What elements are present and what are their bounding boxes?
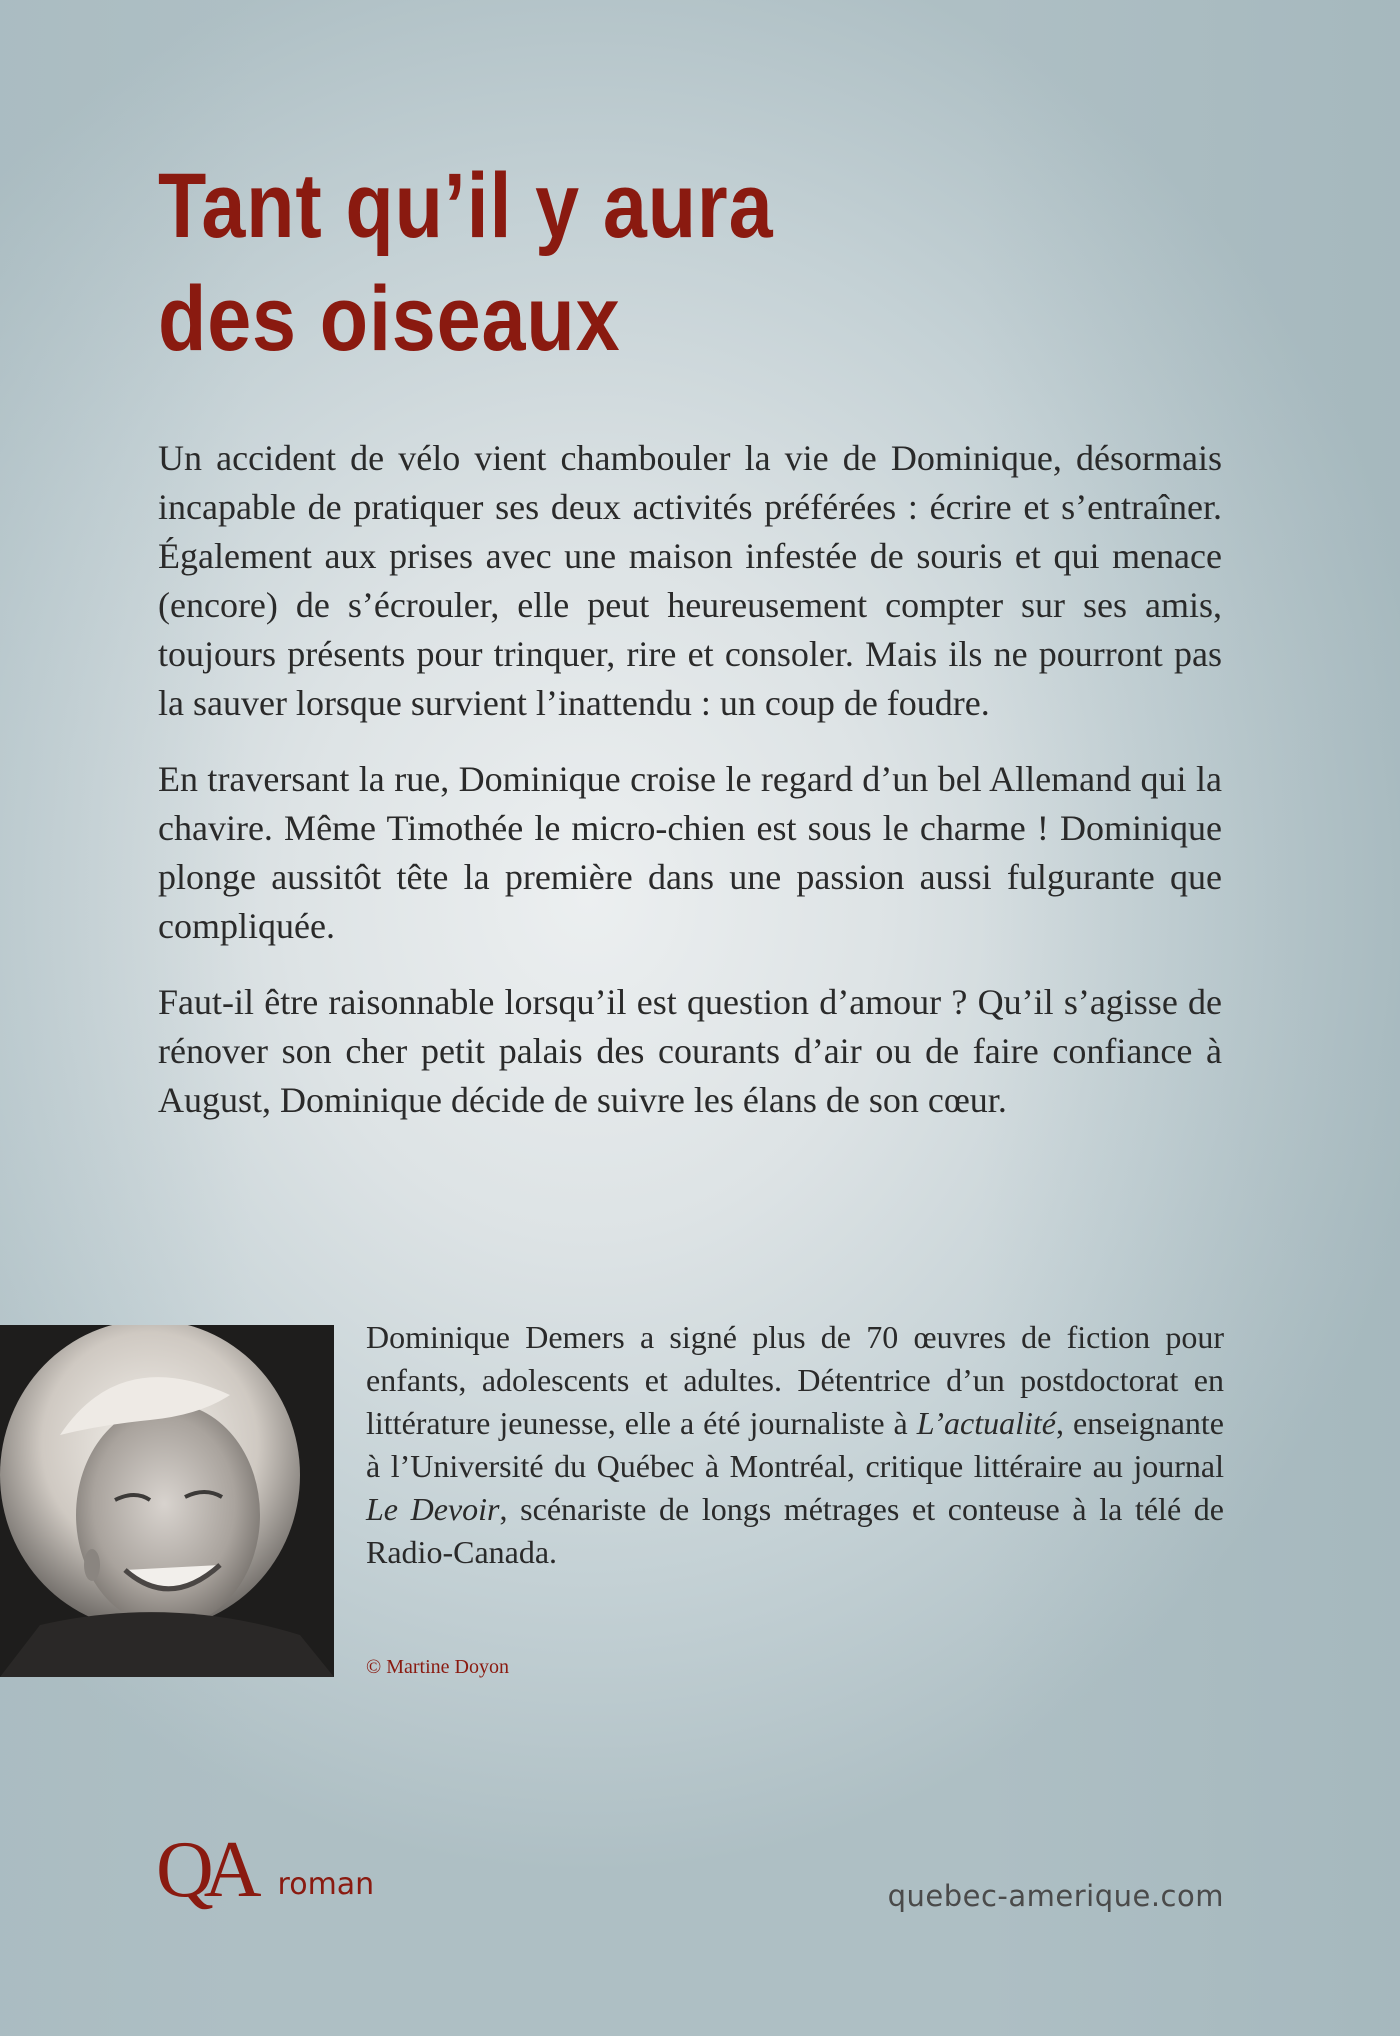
author-portrait-image: [0, 1325, 334, 1677]
photo-credit: © Martine Doyon: [366, 1656, 509, 1678]
author-bio-text-1: Dominique Demers a signé plus de 70 œuvres de fiction pour enfants, adolescents et adultes. Détentrice d’un postdoctorat en littérature jeunesse, elle a été journaliste à: [366, 1319, 1224, 1441]
author-bio-text-2: , enseignante à l’Université du Québec à Montréal, critique littéraire au journal: [366, 1405, 1225, 1484]
author-bio: [366, 1316, 1224, 1574]
book-blurb: [158, 434, 1222, 1152]
publisher-website: quebec-amerique.com: [887, 1879, 1224, 1913]
publisher-logo-mark: QA: [156, 1826, 252, 1914]
blurb-paragraph-1: Un accident de vélo vient chambouler la vie de Dominique, désormais incapable de pratiquer ses deux activités préférées : écrire et s’entraîner. Également aux prises avec une maison infestée de souris et qui menace (encore) de s’écrouler, elle peut heureusement compter sur ses amis, toujours présents pour trinquer, rire et consoler. Mais ils ne pourront pas la sauver lorsque survient l’inattendu : un coup de foudre.: [158, 438, 1222, 723]
blurb-paragraph-3: Faut-il être raisonnable lorsqu’il est question d’amour ? Qu’il s’agisse de rénover son cher petit palais des courants d’air ou de faire confiance à August, Dominique décide de suivre les élans de son cœur.: [158, 982, 1222, 1120]
collection-label: roman: [277, 1867, 375, 1902]
newspaper-name: Le Devoir: [366, 1491, 500, 1527]
book-title-line-2: des oiseaux: [158, 268, 621, 370]
author-photo: [0, 1325, 334, 1677]
book-title-line-1: Tant qu’il y aura: [158, 155, 774, 257]
magazine-name: L’actualité: [916, 1405, 1056, 1441]
book-title: [158, 150, 773, 376]
publisher-logo: [156, 1826, 375, 1914]
blurb-paragraph-2: En traversant la rue, Dominique croise le regard d’un bel Allemand qui la chavire. Même Timothée le micro-chien est sous le charme ! Dominique plonge aussitôt tête la première dans une passion aussi fulgurante que compliquée.: [158, 759, 1222, 946]
author-bio-text-3: , scénariste de longs métrages et conteuse à la télé de Radio-Canada.: [366, 1491, 1225, 1570]
